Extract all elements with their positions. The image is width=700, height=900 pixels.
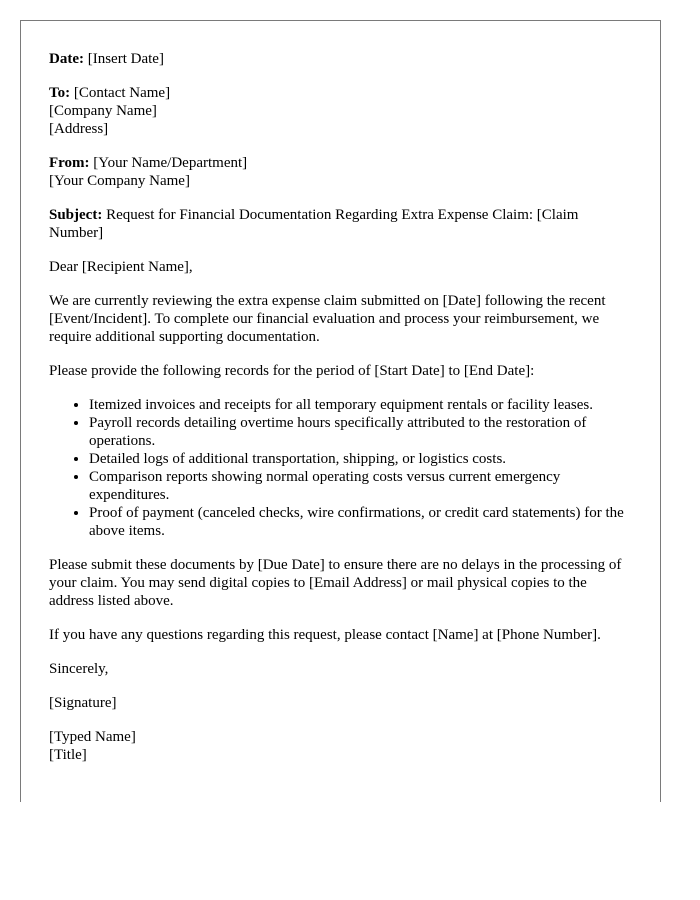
date-value: [Insert Date]: [87, 51, 164, 67]
letter-page: [20, 20, 661, 802]
sender-name: [Your Name/Department]: [93, 155, 248, 171]
list-item: • Payroll records detailing overtime hours specifically attributed to the restoration of operations.: [89, 414, 632, 450]
typed-name: [Typed Name]: [49, 729, 136, 745]
subject-line: [49, 206, 632, 242]
salutation: [49, 258, 632, 276]
date-line: [49, 50, 632, 68]
recipient-address: [Address]: [49, 121, 109, 137]
signature: [49, 694, 632, 712]
submission-paragraph: [49, 556, 632, 610]
list-item: • Detailed logs of additional transportation, shipping, or logistics costs.: [89, 450, 632, 468]
sender-block: [49, 154, 632, 190]
intro-text: We are currently reviewing the extra expense claim submitted on [Date] following the recent [Event/Incident]. To complete our financial evaluation and process your reimbursement, we require additional supporting documentation.: [49, 293, 606, 345]
sender-company: [Your Company Name]: [49, 173, 190, 189]
date-label: Date:: [49, 51, 84, 67]
records-list: [49, 396, 632, 540]
signer-title: [Title]: [49, 747, 87, 763]
sign-off-text: Sincerely,: [49, 661, 109, 677]
from-label: From:: [49, 155, 90, 171]
records-intro-text: Please provide the following records for the period of [Start Date] to [End Date]:: [49, 363, 535, 379]
submission-text: Please submit these documents by [Due Date] to ensure there are no delays in the processing of your claim. You may send digital copies to [Email Address] or mail physical copies to the address listed above.: [49, 557, 622, 609]
questions-paragraph: [49, 626, 632, 644]
subject-text: Request for Financial Documentation Regarding Extra Expense Claim: [Claim Number]: [49, 207, 579, 241]
list-item: • Proof of payment (canceled checks, wire confirmations, or credit card statements) for the above items.: [89, 504, 632, 540]
salutation-text: Dear [Recipient Name],: [49, 259, 193, 275]
list-item: • Comparison reports showing normal operating costs versus current emergency expenditures.: [89, 468, 632, 504]
recipient-company: [Company Name]: [49, 103, 157, 119]
subject-label: Subject:: [49, 207, 103, 223]
list-item: • Itemized invoices and receipts for all temporary equipment rentals or facility leases.: [89, 396, 632, 414]
intro-paragraph: [49, 292, 632, 346]
recipient-block: [49, 84, 632, 138]
signature-text: [Signature]: [49, 695, 117, 711]
typed-name-block: [49, 728, 632, 764]
records-intro-paragraph: [49, 362, 632, 380]
sign-off: [49, 660, 632, 678]
recipient-name: [Contact Name]: [73, 85, 171, 101]
to-label: To:: [49, 85, 71, 101]
questions-text: If you have any questions regarding this request, please contact [Name] at [Phone Number].: [49, 627, 601, 643]
